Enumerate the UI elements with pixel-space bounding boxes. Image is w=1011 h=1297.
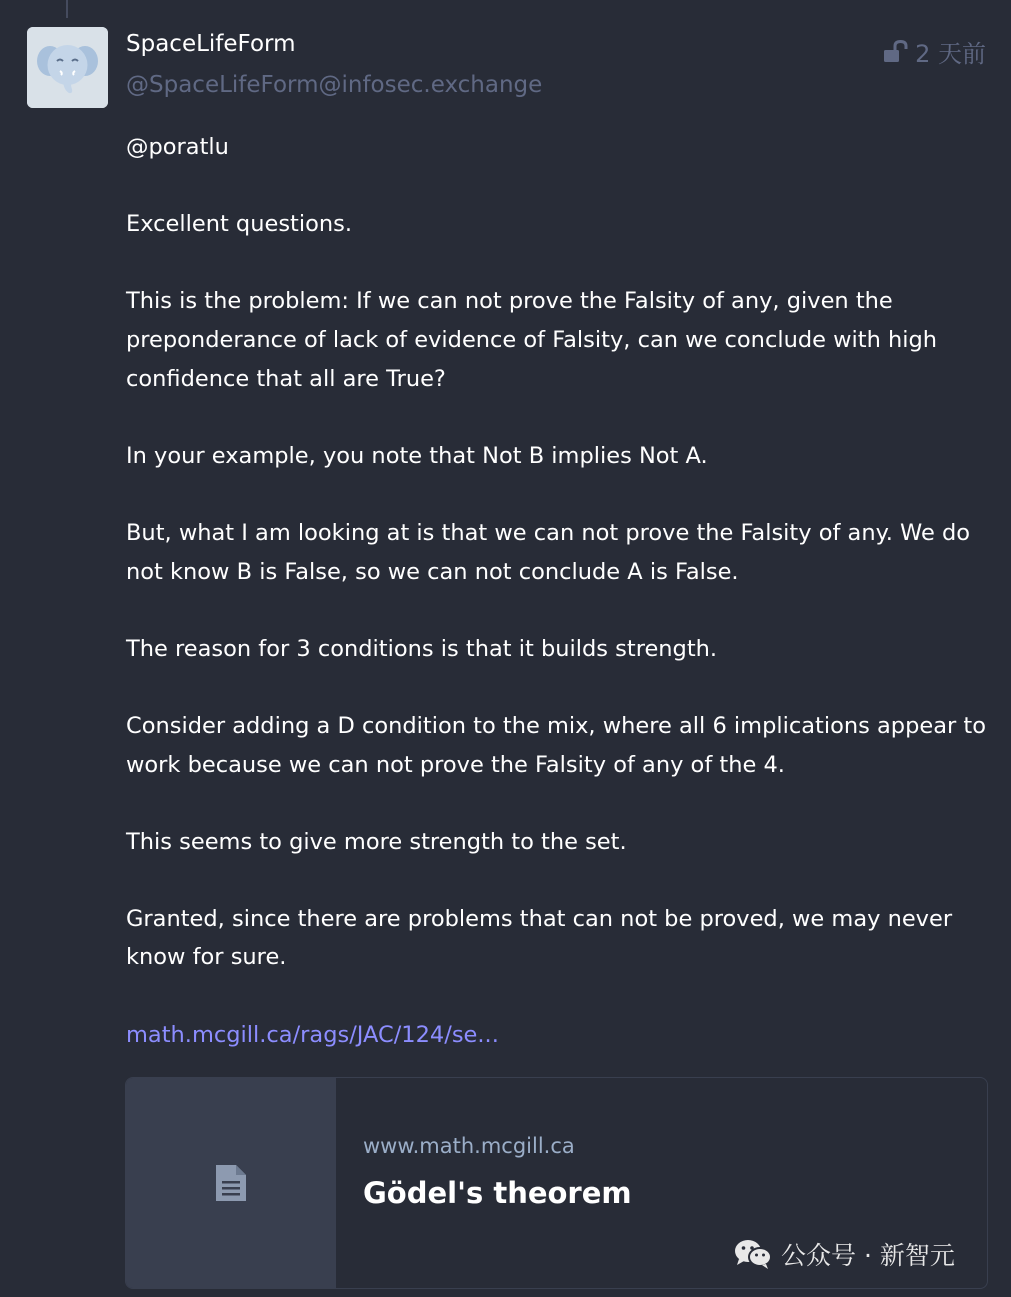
watermark	[733, 1236, 955, 1272]
avatar[interactable]	[27, 27, 108, 108]
mention-paragraph	[126, 128, 992, 167]
card-title: Gödel's theorem	[363, 1176, 632, 1210]
relative-time[interactable]: 2 天前	[915, 40, 986, 68]
content-paragraph: Granted, since there are problems that can not be proved, we may never know for sure.	[126, 905, 953, 971]
mention-link[interactable]: @poratlu	[126, 134, 229, 160]
unlock-icon	[883, 40, 909, 64]
wechat-icon	[733, 1238, 773, 1270]
watermark-text: 公众号 · 新智元	[781, 1241, 955, 1270]
card-host: www.math.mcgill.ca	[363, 1134, 575, 1158]
document-icon	[214, 1163, 248, 1203]
status-link[interactable]: math.mcgill.ca/rags/JAC/124/se...	[126, 1021, 499, 1048]
account-handle[interactable]: @SpaceLifeForm@infosec.exchange	[126, 72, 543, 98]
display-name[interactable]: SpaceLifeForm	[126, 31, 296, 57]
content-paragraph: In your example, you note that Not B implies Not A.	[126, 442, 708, 469]
status-meta	[883, 34, 986, 69]
thread-connector-line	[66, 0, 68, 18]
card-thumbnail	[126, 1078, 336, 1288]
content-paragraph: Consider adding a D condition to the mix, where all 6 implications appear to work because we can not prove the Falsity of any of the 4.	[126, 712, 986, 778]
status-content	[126, 128, 992, 1093]
content-paragraph: But, what I am looking at is that we can not prove the Falsity of any. We do not know B is False, so we can not conclude A is False.	[126, 519, 970, 585]
content-paragraph: Excellent questions.	[126, 211, 353, 238]
link-paragraph	[126, 1016, 992, 1055]
content-paragraph: The reason for 3 conditions is that it builds strength.	[126, 635, 718, 662]
content-paragraph: This seems to give more strength to the set.	[126, 828, 627, 855]
content-paragraph: This is the problem: If we can not prove the Falsity of any, given the preponderance of lack of evidence of Falsity, can we conclude with high confidence that all are True?	[126, 288, 938, 392]
elephant-avatar-icon	[27, 27, 108, 108]
